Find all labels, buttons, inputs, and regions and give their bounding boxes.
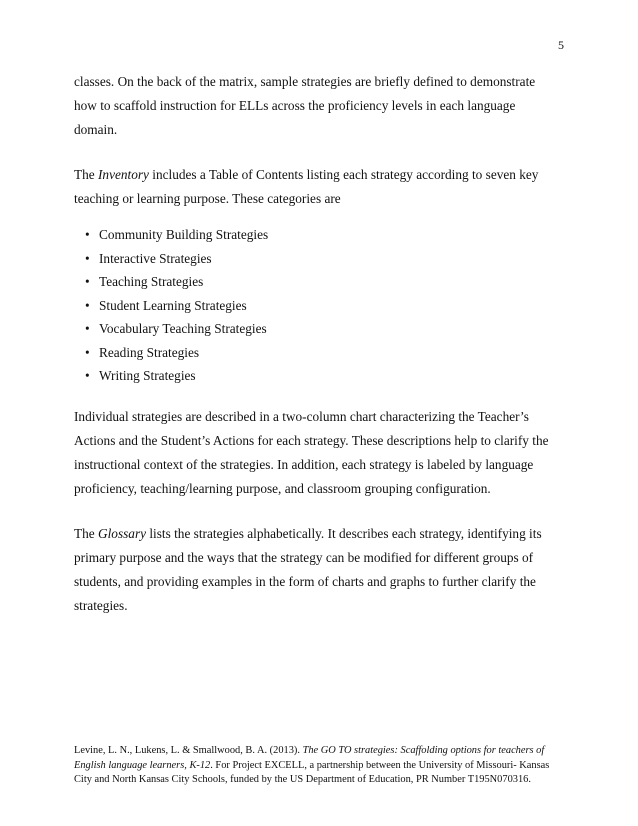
bullet-icon: •: [85, 344, 90, 360]
bullet-icon: •: [85, 297, 90, 313]
list-item: [74, 317, 554, 341]
list-item-label: Vocabulary Teaching Strategies: [99, 321, 267, 336]
glossary-intro: The: [74, 525, 98, 541]
list-item: [74, 223, 554, 247]
paragraph-matrix: classes. On the back of the matrix, sample strategies are briefly defined to demonstrate how to scaffold instruction for ELLs across the proficiency levels in each language domain.: [74, 74, 536, 137]
glossary-text: lists the strategies alphabetically. It describes each strategy, identifying its primary purpose and the ways that the strategy can be modified for different groups of students, and providing examples in the form of charts and graphs to further clarify the strategies.: [74, 525, 542, 613]
inventory-intro: The: [74, 167, 98, 182]
list-item: [74, 270, 554, 294]
inventory-text: includes a Table of Contents listing each strategy according to seven key teaching or learning purpose. These categories are: [74, 167, 539, 206]
paragraph-inventory: [74, 163, 554, 211]
list-item: [74, 341, 554, 365]
strategy-category-list: [74, 223, 554, 388]
footer-citation-title: The GO TO strategies: Scaffolding options for teachers of English language learners, K-12: [74, 745, 545, 771]
list-item-label: Student Learning Strategies: [99, 297, 247, 313]
bullet-icon: •: [85, 250, 90, 266]
list-item-label: Writing Strategies: [99, 368, 196, 383]
paragraph-individual-strategies: Individual strategies are described in a two-column chart characterizing the Teacher’s Actions and the Student’s Actions for each strategy. These descriptions help to clarify the instructional context of the strategies. In addition, each strategy is labeled by language proficiency, teaching/learning purpose, and classroom grouping configuration.: [74, 408, 549, 496]
page-number: 5: [558, 38, 564, 52]
list-item: [74, 247, 554, 271]
bullet-icon: •: [85, 321, 90, 336]
list-item-label: Teaching Strategies: [99, 274, 204, 289]
bullet-icon: •: [85, 227, 90, 242]
bullet-icon: •: [85, 368, 90, 383]
list-item-label: Reading Strategies: [99, 344, 200, 360]
footer-citation-rest: . For Project EXCELL, a partnership between the University of Missouri- Kansas City and North Kansas City Schools, funded by the US Department of Education, PR Number T195N070316.: [74, 759, 550, 785]
list-item-label: Interactive Strategies: [99, 250, 212, 266]
body-text: [74, 70, 554, 639]
list-item-label: Community Building Strategies: [99, 227, 269, 242]
inventory-term: Inventory: [98, 167, 149, 182]
list-item: [74, 294, 554, 318]
bullet-icon: •: [85, 274, 90, 289]
paragraph-glossary: [74, 522, 554, 618]
citation-footer: [74, 744, 564, 788]
glossary-term: Glossary: [98, 525, 147, 541]
footer-citation-authors: Levine, L. N., Lukens, L. & Smallwood, B. A. (2013).: [74, 745, 303, 756]
list-item: [74, 364, 554, 388]
